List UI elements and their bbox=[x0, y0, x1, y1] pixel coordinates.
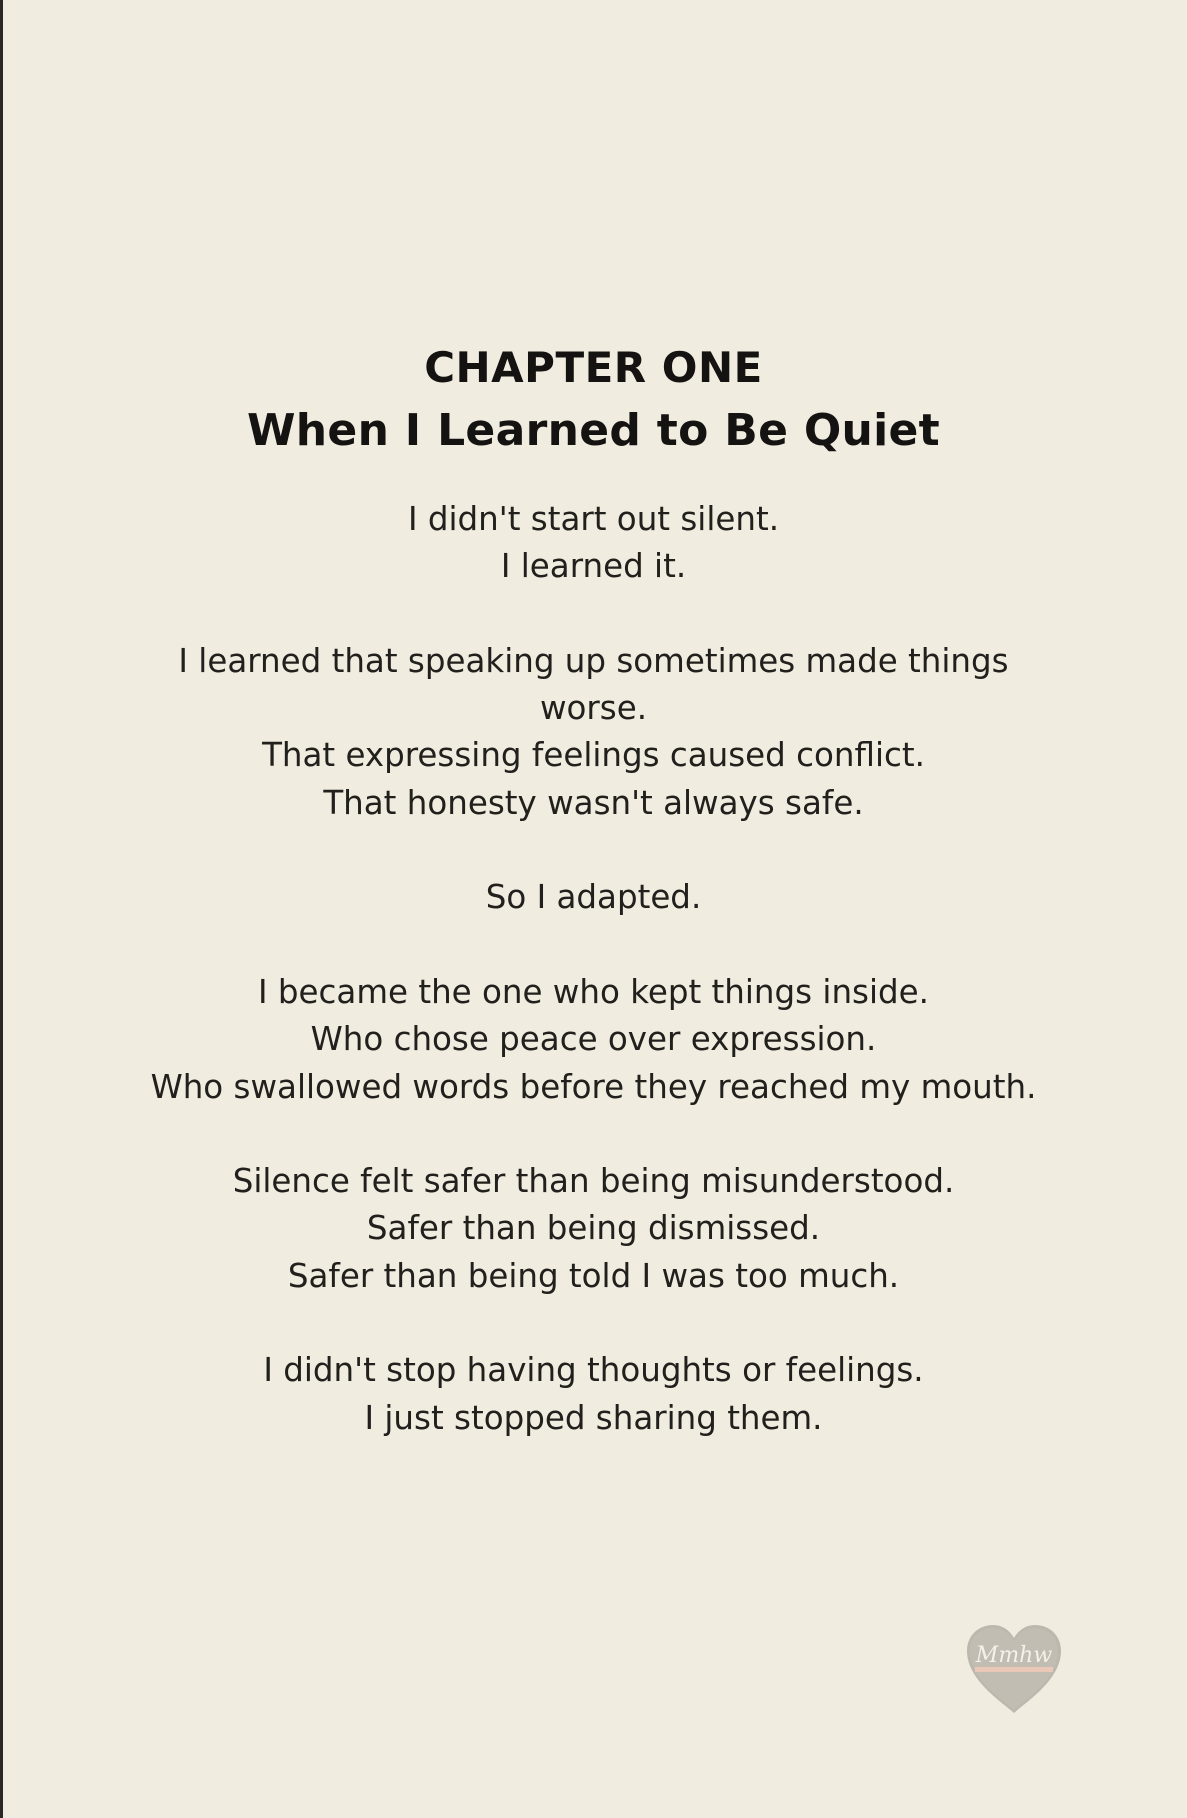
body-line: Who chose peace over expression. bbox=[310, 1020, 877, 1059]
body-line: Who swallowed words before they reached my mouth. bbox=[150, 1067, 1037, 1106]
body-line: So I adapted. bbox=[485, 878, 702, 917]
body-line: That expressing feelings caused conflict. bbox=[262, 736, 925, 775]
stanza bbox=[140, 969, 1047, 1111]
body-line: I didn't stop having thoughts or feelings. bbox=[263, 1351, 924, 1390]
heart-logo-graphic bbox=[962, 1622, 1066, 1716]
chapter-label: CHAPTER ONE bbox=[424, 343, 763, 392]
body-line: I didn't start out silent. bbox=[407, 500, 780, 538]
chapter-title: When I Learned to Be Quiet bbox=[246, 405, 941, 456]
page-edge-divider bbox=[0, 0, 3, 1818]
stanza bbox=[140, 638, 1047, 827]
heart-logo-icon bbox=[962, 1622, 1066, 1716]
chapter-body bbox=[140, 496, 1047, 1489]
body-line: Silence felt safer than being misunderstood. bbox=[232, 1162, 955, 1201]
body-line: That honesty wasn't always safe. bbox=[323, 783, 864, 822]
body-line: Safer than being told I was too much. bbox=[287, 1256, 900, 1295]
stanza bbox=[140, 874, 1047, 921]
stanza bbox=[140, 1158, 1047, 1300]
body-line: Safer than being dismissed. bbox=[366, 1209, 821, 1248]
stanza bbox=[140, 1347, 1047, 1442]
body-line: I became the one who kept things inside. bbox=[258, 972, 929, 1011]
body-line: I just stopped sharing them. bbox=[364, 1398, 823, 1437]
body-line: I learned it. bbox=[500, 547, 687, 586]
stanza bbox=[140, 496, 1047, 591]
logo-text: Mmhw bbox=[975, 1643, 1053, 1668]
body-line: I learned that speaking up sometimes made things worse. bbox=[178, 641, 1009, 728]
